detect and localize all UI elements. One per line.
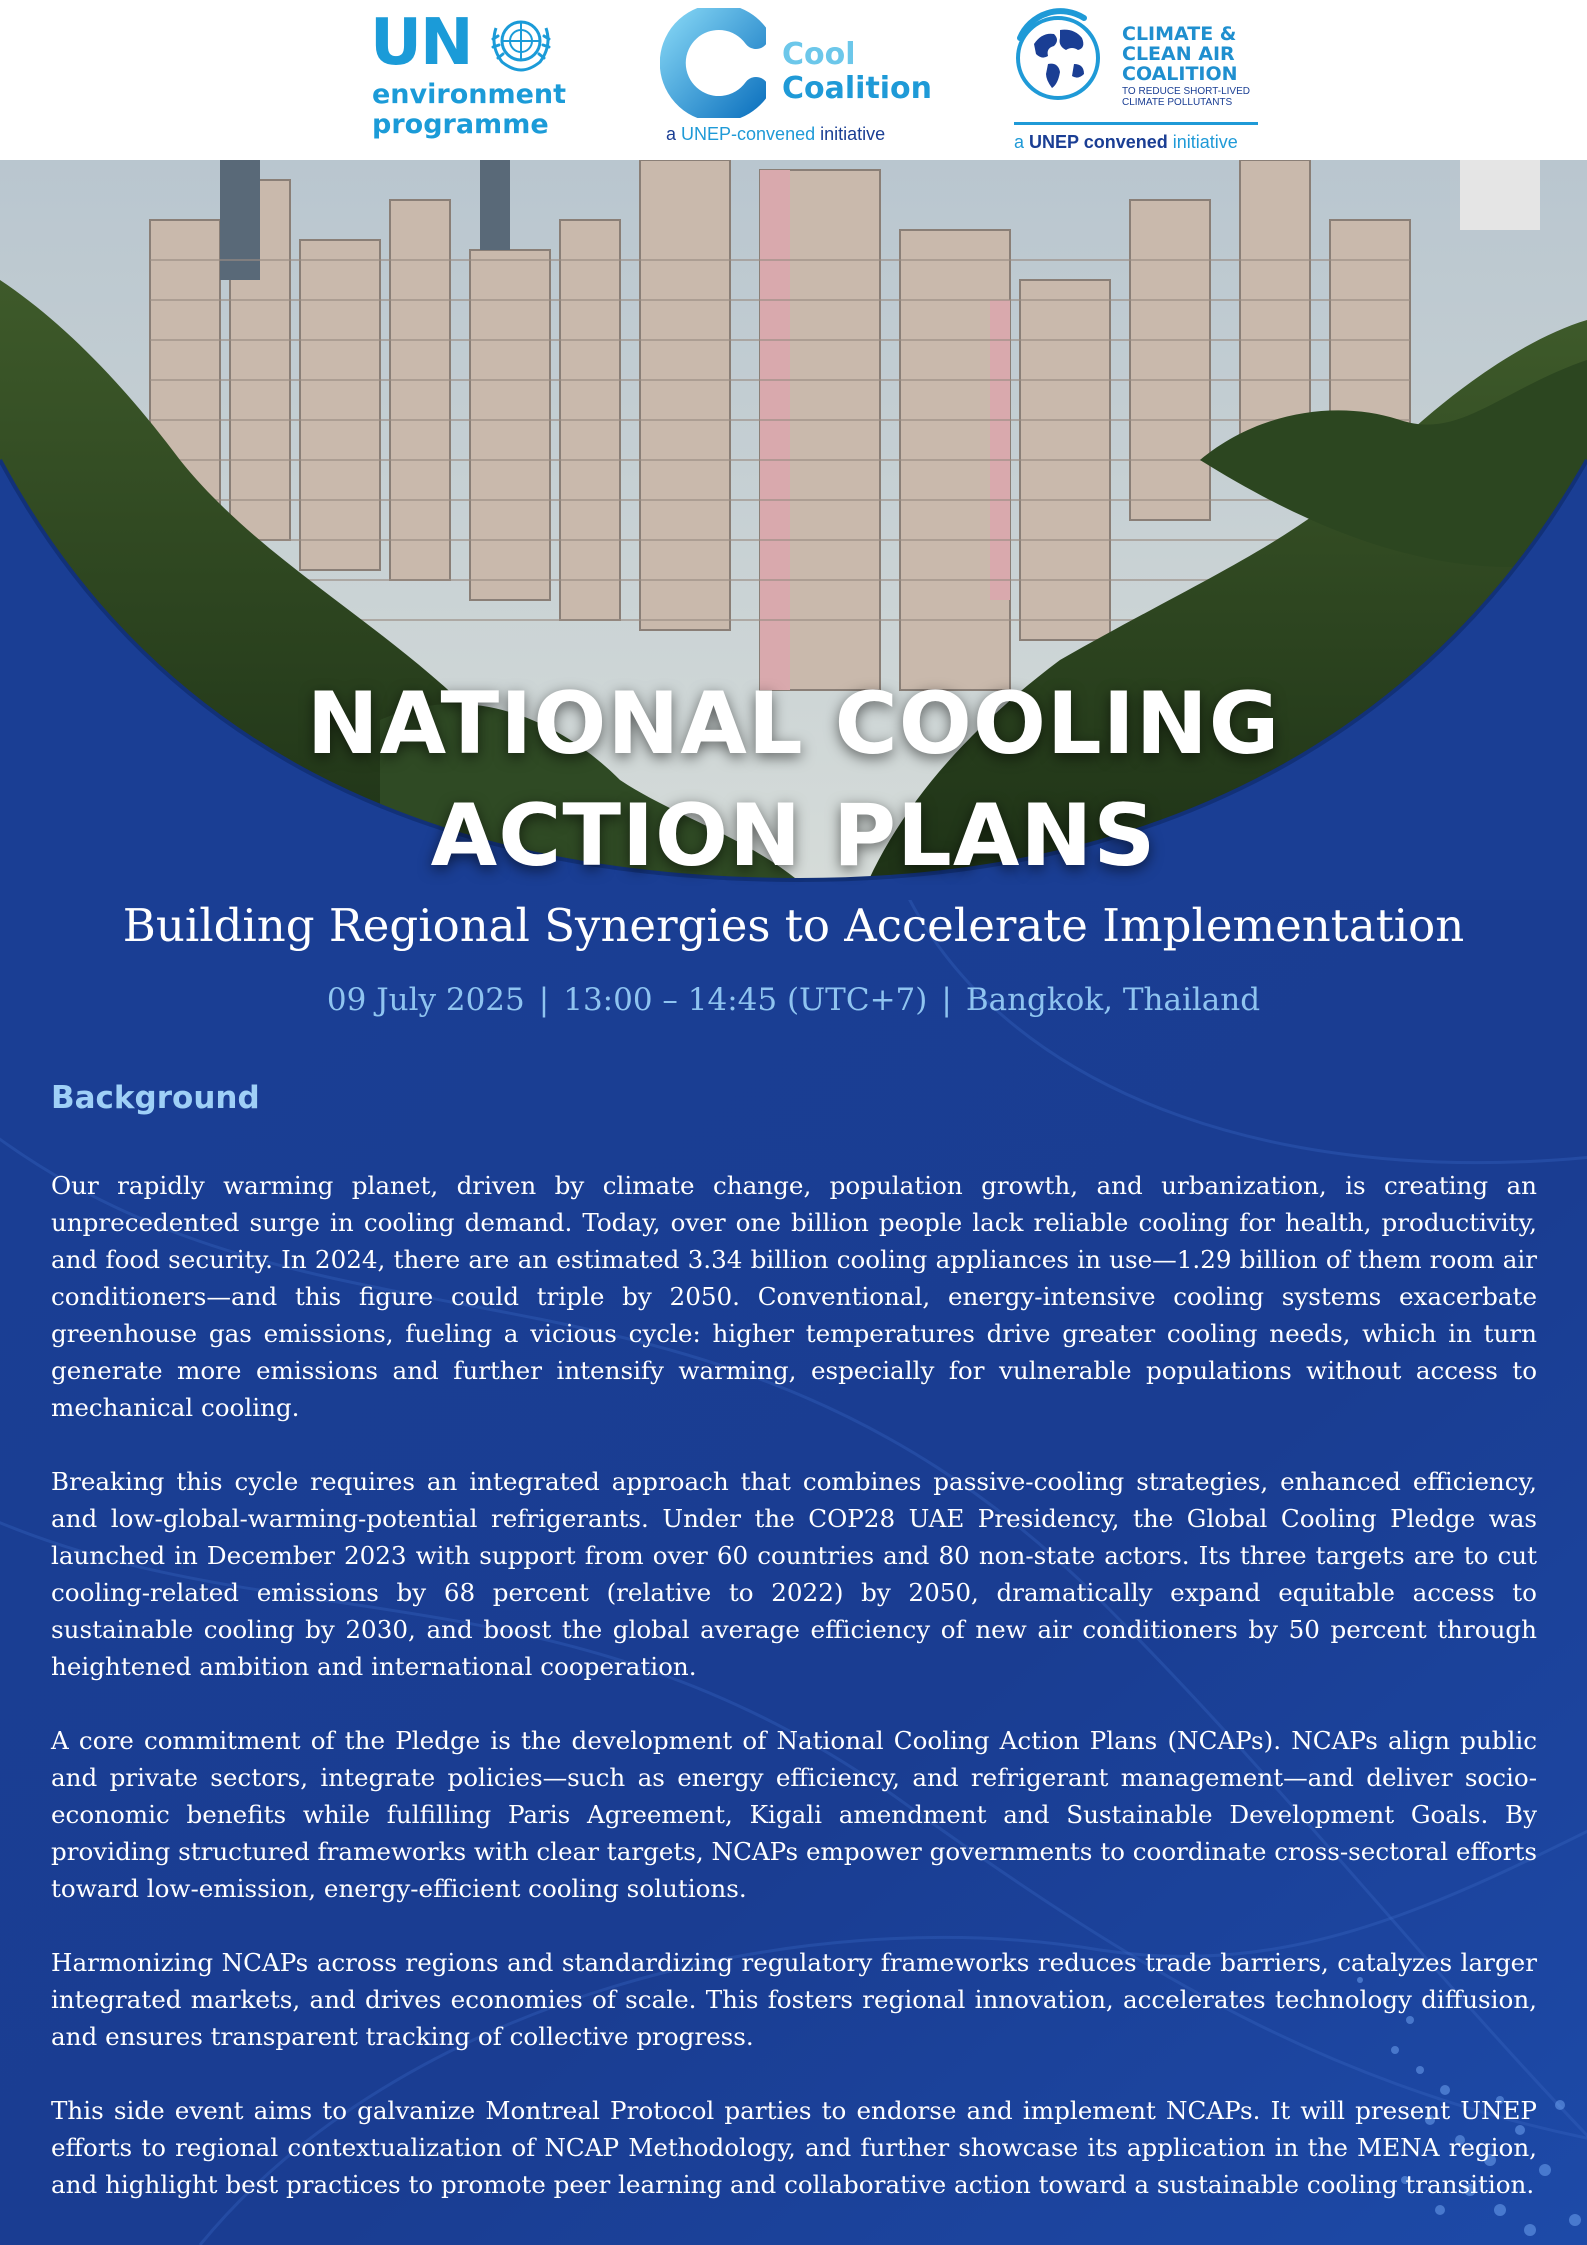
unep-logo — [370, 6, 570, 156]
tagline-prefix: a — [1014, 132, 1025, 152]
separator: | — [538, 982, 550, 1018]
ccac-line-clean-air: CLEAN AIR — [1122, 43, 1235, 65]
cool-coalition-word-coalition: Coalition — [782, 71, 933, 106]
event-date: 09 July 2025 — [326, 982, 525, 1018]
cool-coalition-c-icon — [660, 8, 766, 118]
ccac-line-climate: CLIMATE & — [1122, 23, 1237, 45]
ccac-sub-2: CLIMATE POLLUTANTS — [1122, 97, 1233, 108]
paragraph: This side event aims to galvanize Montreal Protocol parties to endorse and implement NCAPs. It will present UNEP efforts to regional contextualization of NCAP Methodology, and further showcase its application in the MENA region, and highlight best practices to promote peer learning and collaborative action toward a sustainable cooling transition. — [51, 2096, 1537, 2199]
ccac-sub-1: TO REDUCE SHORT-LIVED — [1122, 86, 1250, 97]
section-heading-background: Background — [51, 1080, 260, 1116]
event-time: 13:00 – 14:45 (UTC+7) — [563, 982, 928, 1018]
unep-logo-un: UN — [370, 6, 472, 80]
title-line-1: NATIONAL COOLING — [306, 674, 1281, 774]
cool-coalition-word-cool: Cool — [782, 37, 856, 72]
ccac-line-coalition: COALITION — [1122, 63, 1238, 85]
paragraph: Our rapidly warming planet, driven by climate change, population growth, and urbanization, is creating an unprecedented surge in cooling demand. Today, over one billion people lack reliable cooling for health, productivity, and food security. In 2024, there are an estimated 3.34 billion cooling appliances in use—1.29 billion of them room air conditioners—and this figure could triple by 2050. Conventional, energy-intensive cooling systems exacerbate greenhouse gas emissions, fueling a vicious cycle: higher temperatures drive greater cooling needs, which in turn generate more emissions and further intensify warming, especially for vulnerable populations without access to mechanical cooling. — [51, 1171, 1537, 1422]
paragraph: Harmonizing NCAPs across regions and standardizing regulatory frameworks reduces trade barriers, catalyzes larger integrated markets, and drives economies of scale. This fosters regional innovation, accelerates technology diffusion, and ensures transparent tracking of collective progress. — [51, 1948, 1537, 2051]
tagline-accent: UNEP-convened — [681, 124, 816, 144]
background-body — [51, 1167, 1537, 2203]
paragraph: Breaking this cycle requires an integrated approach that combines passive-cooling strategies, enhanced efficiency, and low-global-warming-potential refrigerants. Under the COP28 UAE Presidency, the Global Cooling Pledge was launched in December 2023 with support from over 60 countries and 80 non-state actors. Its three targets are to cut cooling-related emissions by 68 percent (relative to 2022) by 2050, dramatically expand equitable access to sustainable cooling by 2030, and boost the global average efficiency of new air conditioners by 50 percent through heightened ambition and international cooperation. — [51, 1467, 1537, 1681]
title-line-2: ACTION PLANS — [430, 786, 1157, 886]
cool-coalition-logo — [658, 6, 938, 156]
event-title — [0, 668, 1587, 892]
globe-icon — [1014, 8, 1106, 108]
event-location: Bangkok, Thailand — [965, 982, 1261, 1018]
ccac-tagline — [1014, 132, 1238, 153]
ccac-divider — [1014, 122, 1258, 125]
ccac-logo — [1012, 6, 1272, 156]
unep-logo-environment: environment — [372, 79, 567, 110]
cool-coalition-tagline — [666, 124, 885, 145]
logo-bar — [0, 0, 1587, 160]
unep-logo-programme: programme — [372, 109, 549, 140]
un-emblem-icon — [486, 12, 556, 74]
event-subtitle: Building Regional Synergies to Accelerate Implementation — [122, 899, 1465, 952]
tagline-suffix: initiative — [820, 124, 886, 144]
tagline-suffix: initiative — [1172, 132, 1238, 152]
tagline-prefix: a — [666, 124, 677, 144]
paragraph: A core commitment of the Pledge is the development of National Cooling Action Plans (NCAPs). NCAPs align public and private sectors, integrate policies—such as energy efficiency, and refrigerant management—and deliver socio-economic benefits while fulfilling Paris Agreement, Kigali amendment and Sustainable Development Goals. By providing structured frameworks with clear targets, NCAPs empower governments to coordinate cross-sectoral efforts toward low-emission, energy-efficient cooling solutions. — [51, 1726, 1537, 1903]
separator: | — [941, 982, 952, 1018]
tagline-bold: UNEP convened — [1029, 132, 1168, 152]
event-details — [0, 978, 1587, 1022]
